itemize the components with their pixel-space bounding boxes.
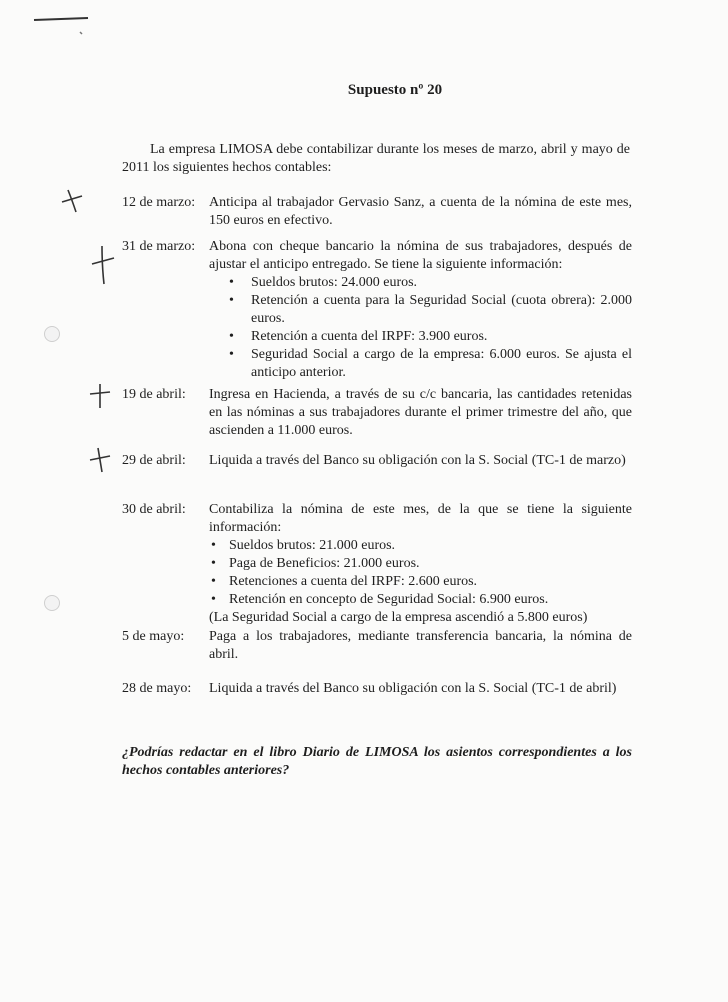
list-item: • Seguridad Social a cargo de la empresa: 6.000 euros. Se ajusta el anticipo anterior. <box>209 346 632 382</box>
entry-description <box>209 628 632 664</box>
entry-description <box>209 452 632 470</box>
entry-date: 5 de mayo: <box>122 629 185 644</box>
entry-19-abril <box>122 386 632 442</box>
entry-text: Abona con cheque bancario la nómina de sus trabajadores, después de ajustar el anticipo entregado. Se tiene la siguiente información: <box>209 239 632 272</box>
entry-text: Paga a los trabajadores, mediante transferencia bancaria, la nómina de abril. <box>209 629 632 662</box>
handwritten-check-mark <box>88 244 118 286</box>
entry-date: 12 de marzo: <box>122 195 196 210</box>
intro-paragraph: La empresa LIMOSA debe contabilizar durante los meses de marzo, abril y mayo de 2011 los siguientes hechos contables: <box>122 142 630 175</box>
handwritten-check-mark <box>88 446 114 474</box>
punch-hole-bottom <box>44 595 60 611</box>
handwritten-check-mark <box>88 382 114 410</box>
entry-text: Contabiliza la nómina de este mes, de la que se tiene la siguiente información: <box>209 502 632 535</box>
entry-text: Liquida a través del Banco su obligación con la S. Social (TC-1 de marzo) <box>209 453 626 468</box>
entry-5-mayo <box>122 628 632 668</box>
punch-hole-top <box>44 326 60 342</box>
list-item: • Sueldos brutos: 21.000 euros. <box>209 537 632 555</box>
entry-28-mayo <box>122 680 632 702</box>
entry-29-abril <box>122 452 632 492</box>
entry-description <box>209 238 632 382</box>
list-item: • Retención a cuenta para la Seguridad Social (cuota obrera): 2.000 euros. <box>209 292 632 328</box>
entry-description <box>209 501 632 627</box>
list-item: • Retenciones a cuenta del IRPF: 2.600 euros. <box>209 573 632 591</box>
entry-30-abril <box>122 501 632 625</box>
entry-text: Ingresa en Hacienda, a través de su c/c bancaria, las cantidades retenidas en las nóminas a sus trabajadores durante el primer trimestre del año, que ascienden a 11.000 euros. <box>209 387 632 438</box>
handwritten-check-mark <box>56 188 86 214</box>
bullet-list <box>209 537 632 609</box>
list-item: • Sueldos brutos: 24.000 euros. <box>209 274 632 292</box>
entry-date: 28 de mayo: <box>122 681 192 696</box>
entry-date: 19 de abril: <box>122 387 186 402</box>
question-text: ¿Podrías redactar en el libro Diario de LIMOSA los asientos correspondientes a los hechos contables anteriores? <box>122 745 632 778</box>
entry-description <box>209 680 632 698</box>
entry-description <box>209 386 632 440</box>
entry-date: 30 de abril: <box>122 502 186 517</box>
entry-date: 31 de marzo: <box>122 239 196 254</box>
entry-12-marzo <box>122 194 632 234</box>
entry-31-marzo <box>122 238 632 380</box>
corner-pen-mark <box>30 10 100 50</box>
entry-text: Anticipa al trabajador Gervasio Sanz, a cuenta de la nómina de este mes, 150 euros en efectivo. <box>209 195 632 228</box>
entry-text: Liquida a través del Banco su obligación con la S. Social (TC-1 de abril) <box>209 681 617 696</box>
entry-note: (La Seguridad Social a cargo de la empresa ascendió a 5.800 euros) <box>209 610 588 625</box>
list-item: • Retención a cuenta del IRPF: 3.900 euros. <box>209 328 632 346</box>
list-item: • Retención en concepto de Seguridad Social: 6.900 euros. <box>209 591 632 609</box>
bullet-list <box>209 274 632 382</box>
entry-date: 29 de abril: <box>122 453 186 468</box>
list-item: • Paga de Beneficios: 21.000 euros. <box>209 555 632 573</box>
entry-description <box>209 194 632 230</box>
page-title: Supuesto nº 20 <box>347 82 443 98</box>
